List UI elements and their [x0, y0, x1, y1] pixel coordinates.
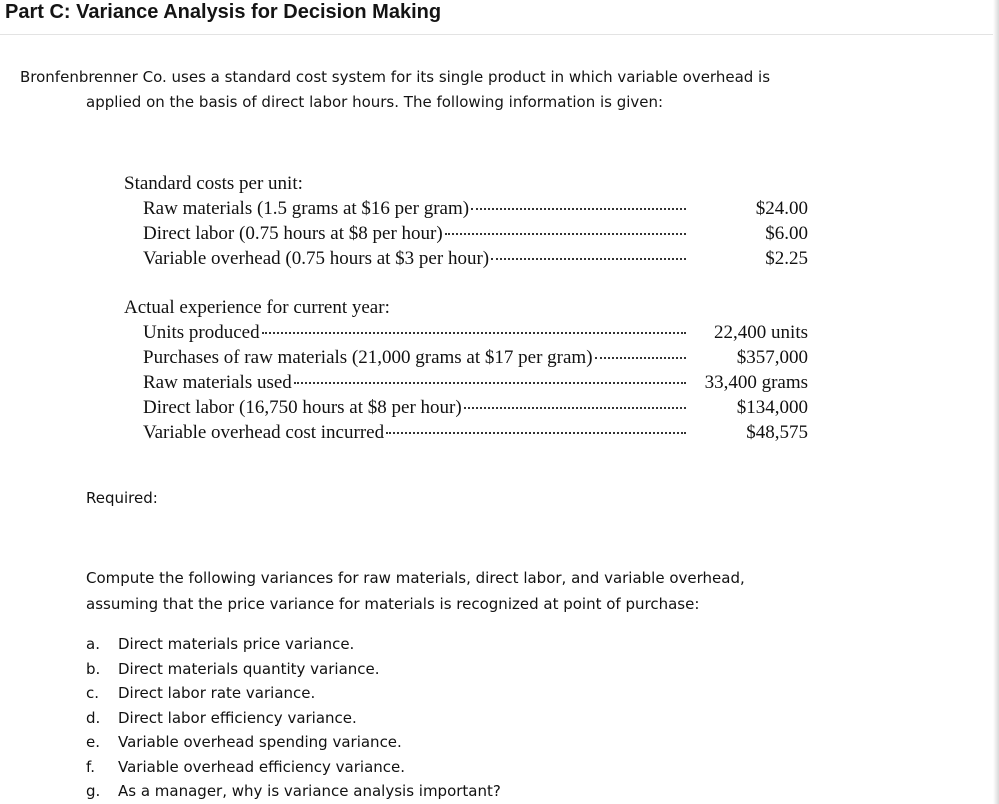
dot-leader [464, 407, 686, 409]
list-marker: d. [86, 708, 101, 727]
table-row [124, 246, 814, 271]
question-text: Direct labor efficiency variance. [118, 708, 357, 727]
row-label: Direct labor (0.75 hours at $8 per hour) [143, 223, 443, 244]
list-item [86, 706, 501, 731]
list-marker: c. [86, 684, 100, 702]
table-row [124, 370, 814, 395]
table-row [124, 320, 814, 345]
row-label: Units produced [143, 322, 260, 343]
question-text: Variable overhead spending variance. [118, 733, 402, 751]
row-label: Direct labor (16,750 hours at $8 per hour) [143, 397, 462, 418]
dot-leader [471, 208, 686, 210]
list-item [86, 779, 501, 804]
row-label: Raw materials used [143, 372, 292, 393]
dot-leader [595, 357, 686, 359]
row-amount: 22,400 units [714, 322, 808, 343]
standard-costs-heading: Standard costs per unit: [124, 173, 303, 194]
row-amount: $357,000 [736, 347, 808, 368]
question-text: As a manager, why is variance analysis important? [118, 782, 501, 800]
list-item [86, 681, 501, 706]
row-label: Variable overhead cost incurred [143, 422, 385, 443]
question-text: Direct materials quantity variance. [118, 659, 380, 678]
row-label: Purchases of raw materials (21,000 grams at $17 per gram) [143, 347, 593, 368]
table-row [124, 196, 814, 221]
actual-experience-table [124, 296, 814, 445]
instructions-line-2: assuming that the price variance for materials is recognized at point of purchase: [86, 595, 700, 613]
question-text: Direct materials price variance. [118, 635, 355, 653]
list-item [86, 657, 501, 682]
list-item [86, 755, 501, 780]
page-edge-shadow [993, 0, 999, 804]
table-row [124, 221, 814, 246]
row-amount: $48,575 [746, 422, 808, 443]
required-label: Required: [86, 489, 158, 507]
list-marker: e. [86, 733, 100, 751]
list-marker: g. [86, 782, 101, 800]
list-item [86, 730, 501, 755]
row-amount: $6.00 [765, 223, 808, 244]
row-amount: 33,400 grams [704, 372, 808, 393]
page-title: Part C: Variance Analysis for Decision Making [5, 1, 442, 23]
intro-line-1: Bronfenbrenner Co. uses a standard cost system for its single product in which variable overhead is [20, 68, 771, 86]
list-marker: f. [86, 757, 95, 776]
dot-leader [294, 382, 686, 384]
dot-leader [445, 233, 686, 235]
dot-leader [491, 258, 686, 260]
standard-costs-table [124, 172, 814, 271]
table-row [124, 395, 814, 420]
question-text: Variable overhead efficiency variance. [118, 757, 406, 776]
header-divider [0, 34, 993, 35]
list-item [86, 632, 501, 657]
row-amount: $24.00 [755, 198, 808, 219]
row-label: Raw materials (1.5 grams at $16 per gram) [143, 198, 470, 219]
questions-list [86, 632, 501, 804]
dot-leader [262, 332, 686, 334]
instructions-line-1: Compute the following variances for raw materials, direct labor, and variable overhead, [86, 569, 745, 587]
list-marker: a. [86, 635, 100, 653]
table-row [124, 345, 814, 370]
row-amount: $134,000 [736, 397, 808, 418]
dot-leader [386, 432, 686, 434]
row-label: Variable overhead (0.75 hours at $3 per hour) [143, 248, 490, 269]
actual-experience-heading: Actual experience for current year: [124, 297, 390, 318]
list-marker: b. [86, 659, 101, 678]
intro-line-2: applied on the basis of direct labor hours. The following information is given: [86, 93, 664, 111]
question-text: Direct labor rate variance. [118, 684, 316, 702]
table-row [124, 420, 814, 445]
row-amount: $2.25 [765, 248, 808, 269]
